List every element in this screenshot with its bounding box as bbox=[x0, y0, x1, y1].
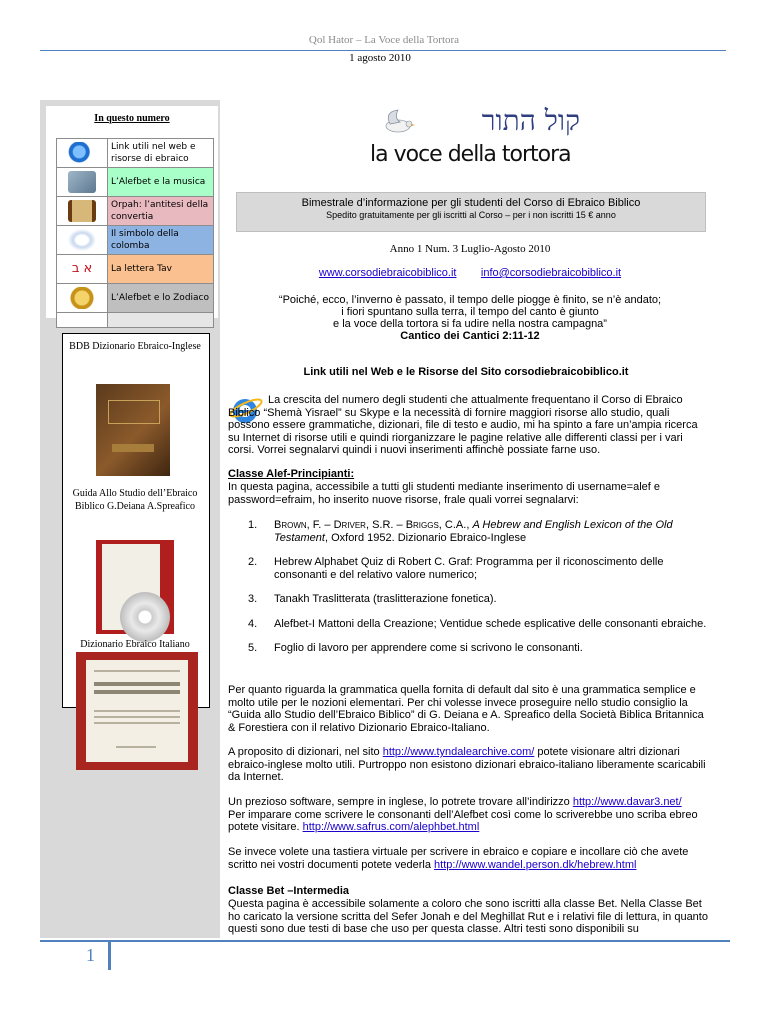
zodiac-icon bbox=[68, 287, 96, 309]
dizionario-cover bbox=[76, 652, 198, 770]
list-item: 4. Alefbet-I Mattoni della Creazione; Ventidue schede esplicative delle consonanti ebraiche. bbox=[248, 617, 707, 630]
toc-item-label: Link utili nel web e risorse di ebraico bbox=[108, 139, 214, 168]
list-item: 3. Tanakh Traslitterata (traslitterazione fonetica). bbox=[248, 593, 497, 605]
dove-logo-icon bbox=[376, 108, 416, 138]
epigraph-quote bbox=[236, 294, 704, 342]
book3-title: Dizionario Ebraico Italiano bbox=[80, 639, 190, 650]
alef-heading: Classe Alef-Principianti: bbox=[228, 468, 355, 480]
safrus-link[interactable]: http://www.safrus.com/alephbet.html bbox=[302, 821, 480, 833]
banner-line-2: Spedito gratuitamente per gli iscritti al Corso – per i non iscritti 15 € anno bbox=[326, 210, 616, 220]
email-link[interactable]: info@corsodiebraicobiblico.it bbox=[480, 267, 622, 279]
grammar-paragraph: Per quanto riguarda la grammatica quella fornita di default dal sito è una grammatica semplice e molto utile per le nozioni elementari. Per chi volesse invece proseguire nello studio consiglio la “Guida allo Studio dell’Ebraico Biblico” di G. Deiana e A. Spreafico della Società Biblica Britannica & Forestiera con il relativo Dizionario Ebraico-Italiano. bbox=[228, 684, 704, 734]
scroll-icon bbox=[68, 200, 96, 222]
issue-number: Anno 1 Num. 3 Luglio-Agosto 2010 bbox=[389, 243, 551, 255]
toc-item-label: L’Alefbet e lo Zodiaco bbox=[108, 284, 214, 313]
toc-item[interactable] bbox=[57, 284, 214, 313]
software-paragraph: Un prezioso software, sempre in inglese, lo potrete trovare all’indirizzo http://www.davar3.net/ Per imparare come scrivere le consonanti dell’Alefbet così come lo scriverebbe uno scriba ebreo potete visitare. http://www.safrus.com/alephbet.html bbox=[228, 796, 698, 833]
subtitle-banner bbox=[236, 192, 706, 232]
dove-icon bbox=[68, 229, 96, 251]
toc-item[interactable] bbox=[57, 255, 214, 284]
guida-studio-cover bbox=[96, 540, 174, 634]
quote-line-2: i fiori spuntano sulla terra, il tempo del canto è giunto bbox=[341, 306, 599, 318]
toc-item-label: L’Alefbet e la musica bbox=[108, 168, 214, 197]
contact-links bbox=[236, 267, 704, 279]
quote-reference: Cantico dei Cantici 2:11-12 bbox=[400, 330, 540, 342]
issue-date: 1 agosto 2010 bbox=[349, 52, 411, 64]
running-header: Qol Hator – La Voce della Tortora bbox=[308, 34, 460, 46]
page-number-bar bbox=[108, 940, 111, 970]
music-clef-icon bbox=[68, 171, 96, 193]
list-item: 2. Hebrew Alphabet Quiz di Robert C. Graf: Programma per il riconoscimento delle consonanti e del relativo valore numerico; bbox=[248, 556, 664, 581]
dictionary-paragraph: A proposito di dizionari, nel sito http://www.tyndalearchive.com/ potete visionare altri dizionari ebraico-inglese molto utili. Purtroppo non esistono dizionari ebraico-italiano liberamente scaricabili da Internet. bbox=[228, 746, 706, 783]
list-item: 1. Brown, F. – Driver, S.R. – Briggs, C.A., A Hebrew and English Lexicon of the Old Testament, Oxford 1952. Dizionario Ebraico-Inglese bbox=[248, 519, 673, 544]
masthead-title: la voce della tortora bbox=[370, 142, 571, 167]
hebrew-letters-icon: א ב bbox=[71, 260, 93, 276]
toc-item-label: La lettera Tav bbox=[108, 255, 214, 284]
toc-item-label: Orpah: l’antitesi della convertia bbox=[108, 197, 214, 226]
keyboard-paragraph: Se invece volete una tastiera virtuale per scrivere in ebraico e copiare e incollare ciò che avete scritto nei vostri documenti potete vederla http://www.wandel.person.dk/hebrew.html bbox=[228, 846, 689, 871]
wandel-link[interactable]: http://www.wandel.person.dk/hebrew.html bbox=[434, 858, 637, 871]
page-number: 1 bbox=[86, 945, 95, 965]
toc-item-label bbox=[108, 313, 214, 328]
banner-line-1: Bimestrale d’informazione per gli studenti del Corso di Ebraico Biblico bbox=[301, 197, 641, 209]
toc-heading: In questo numero bbox=[94, 113, 170, 124]
bet-paragraph: Questa pagina è accessibile solamente a coloro che sono iscritti alla classe Bet. Nella Classe Bet ho caricato la versione scritta del Sefer Jonah e del Meghillat Rut e i relativi file di lettura, in quanto questi sono due testi di base che uso per questa classe. Altri testi sono disponibili su bbox=[228, 898, 708, 935]
quote-line-3: e la voce della tortora si fa udire nella nostra campagna” bbox=[333, 318, 607, 330]
bdb-dictionary-cover bbox=[96, 384, 170, 476]
article-title: Link utili nel Web e le Risorse del Sito corsodiebraicobiblico.it bbox=[303, 366, 629, 378]
intro-paragraph: La crescita del numero degli studenti che attualmente frequentano il Corso di Ebraico Biblico “Shemà Yisrael” su Skype e la necessità di fornire maggiori risorse allo studio, quali possono essere grammatiche, dizionari, file di testo e audio, mi ha spinto a fare un’ampia ricerca su Internet di risorse utili e quindi riorganizzare le pagine relative alle differenti classi per i vari corsi. Vorrei segnalarvi quindi i nuovi inserimenti affinchè possiate farne uso. bbox=[228, 394, 698, 456]
hebrew-masthead: קול התור bbox=[481, 104, 580, 137]
internet-explorer-icon bbox=[68, 142, 96, 164]
toc-item bbox=[57, 313, 214, 328]
toc-item[interactable] bbox=[57, 168, 214, 197]
quote-line-1: “Poiché, ecco, l’inverno è passato, il tempo delle piogge è finito, se n’è andato; bbox=[278, 294, 662, 306]
davar-link[interactable]: http://www.davar3.net/ bbox=[572, 796, 682, 808]
website-link[interactable]: www.corsodiebraicobiblico.it bbox=[318, 267, 457, 279]
footer-divider bbox=[40, 940, 730, 942]
toc-item-label: Il simbolo della colomba bbox=[108, 226, 214, 255]
toc-item[interactable] bbox=[57, 139, 214, 168]
toc-item[interactable] bbox=[57, 197, 214, 226]
bet-heading: Classe Bet –Intermedia bbox=[228, 885, 350, 897]
book1-title: BDB Dizionario Ebraico-Inglese bbox=[69, 341, 201, 352]
tyndale-link[interactable]: http://www.tyndalearchive.com/ bbox=[382, 746, 535, 758]
alef-paragraph: In questa pagina, accessibile a tutti gli studenti mediante inserimento di username=alef e password=efraim, ho inserito nuove risorse, frale quali vorrei segnalarvi: bbox=[228, 481, 661, 506]
toc-item[interactable] bbox=[57, 226, 214, 255]
resource-list bbox=[248, 519, 712, 655]
list-item: 5. Foglio di lavoro per apprendere come si scrivono le consonanti. bbox=[248, 642, 583, 654]
header-divider bbox=[40, 50, 726, 51]
toc-table bbox=[56, 138, 214, 328]
book2-title: Guida Allo Studio dell’Ebraico Biblico G.Deiana A.Spreafico bbox=[72, 488, 198, 512]
cd-icon bbox=[120, 592, 170, 642]
